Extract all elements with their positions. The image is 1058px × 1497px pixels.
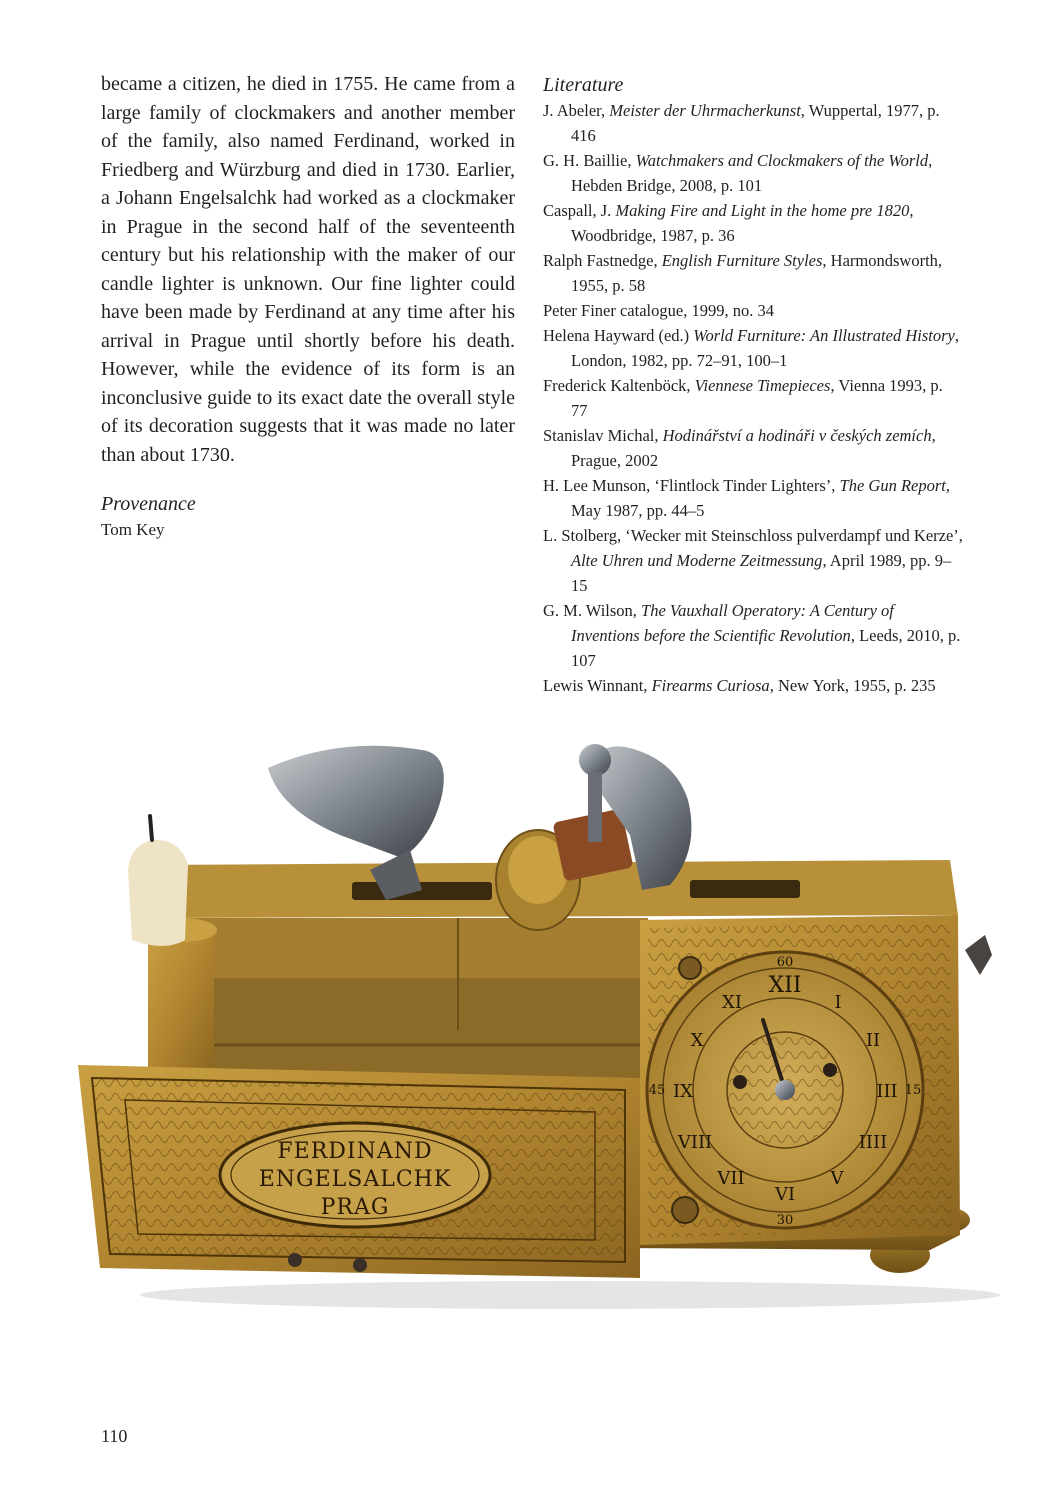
- literature-entry: J. Abeler, Meister der Uhrmacherkunst, Wuppertal, 1977, p. 416: [543, 101, 940, 145]
- provenance-text: Tom Key: [101, 520, 165, 539]
- clock-dial: [647, 952, 923, 1228]
- rosette: [679, 957, 701, 979]
- literature-entry: Peter Finer catalogue, 1999, no. 34: [543, 301, 774, 320]
- literature-entry: Ralph Fastnedge, English Furniture Styles, Harmondsworth, 1955, p. 58: [543, 251, 943, 295]
- inscription-line-3: PRAG: [320, 1195, 390, 1220]
- literature-entry: Helena Hayward (ed.) World Furniture: An Illustrated History, London, 1982, pp. 72–91, 100–1: [543, 326, 959, 370]
- right-column: [543, 72, 963, 698]
- left-column: [101, 70, 515, 543]
- hour-numeral: VII: [717, 1168, 745, 1189]
- literature-entry: Stanislav Michal, Hodinářství a hodináři v českých zemích, Prague, 2002: [543, 426, 936, 470]
- winding-hole: [733, 1075, 747, 1089]
- literature-entry: G. H. Baillie, Watchmakers and Clockmakers of the World, Hebden Bridge, 2008, p. 101: [543, 151, 933, 195]
- hour-numeral: IIII: [858, 1132, 888, 1153]
- literature-heading: Literature: [543, 74, 624, 96]
- page-number: 110: [101, 1426, 128, 1446]
- rivet: [288, 1253, 302, 1267]
- literature-entry: G. M. Wilson, The Vauxhall Operatory: A Century of Inventions before the Scientific Revolution, Leeds, 2010, p. 107: [543, 601, 961, 670]
- finial: [965, 935, 992, 975]
- literature-entry: H. Lee Munson, ‘Flintlock Tinder Lighters’, The Gun Report, May 1987, pp. 44–5: [543, 476, 950, 520]
- top-slot-right: [690, 880, 800, 898]
- hour-numeral: X: [690, 1030, 704, 1051]
- body-paragraph: became a citizen, he died in 1755. He came from a large family of clockmakers and another member of the family, also named Ferdinand, worked in Friedberg and Würzburg and died in 1730. Earlier, a Johann Engelsalchk had worked as a clockmaker in Prague in the second half of the seventeenth century but his relationship with the maker of our candle lighter is unknown. Our fine lighter could have been made by Ferdinand at any time after his arrival in Prague until shortly before his death. However, while the evidence of its form is an inconclusive guide to its exact date the overall style of its decoration suggests that it was made no later than about 1730.: [101, 73, 515, 466]
- provenance-heading: Provenance: [101, 493, 196, 515]
- hour-numeral: XI: [722, 992, 742, 1013]
- minute-numeral: 15: [904, 1083, 922, 1098]
- minute-numeral: 45: [648, 1083, 666, 1098]
- literature-list: [543, 98, 963, 698]
- candle-lighter-photo: [70, 740, 1030, 1320]
- hour-numeral: II: [865, 1030, 881, 1051]
- minute-numeral: 60: [776, 955, 794, 970]
- hour-numeral: I: [834, 992, 842, 1013]
- top-slot: [352, 882, 492, 900]
- compartment-back-wall: [148, 918, 648, 978]
- literature-entry: Frederick Kaltenböck, Viennese Timepieces, Vienna 1993, p. 77: [543, 376, 943, 420]
- hour-numeral: V: [830, 1168, 844, 1189]
- inscription-line-2: ENGELSALCHK: [258, 1167, 452, 1192]
- rosette: [672, 1197, 698, 1223]
- hour-numeral: IX: [673, 1081, 693, 1102]
- literature-entry: L. Stolberg, ‘Wecker mit Steinschloss pulverdampf und Kerze’, Alte Uhren und Moderne Zeitmessung, April 1989, pp. 9–15: [543, 526, 963, 595]
- literature-entry: Lewis Winnant, Firearms Curiosa, New York, 1955, p. 235: [543, 676, 936, 695]
- candle: [128, 840, 188, 946]
- inscription-line-1: FERDINAND: [277, 1139, 433, 1164]
- hour-numeral: VI: [774, 1184, 796, 1205]
- rivet: [353, 1258, 367, 1272]
- dial-center-boss: [775, 1080, 795, 1100]
- minute-numeral: 30: [776, 1213, 794, 1228]
- hour-numeral: III: [876, 1081, 898, 1102]
- floor-shadow: [140, 1281, 1000, 1309]
- hour-numeral: VIII: [677, 1132, 713, 1153]
- striker-plate: [268, 746, 444, 858]
- cock-screw: [579, 744, 611, 776]
- winding-hole: [823, 1063, 837, 1077]
- hour-numeral: XII: [768, 973, 802, 998]
- candle-socket: [148, 930, 214, 1080]
- literature-entry: Caspall, J. Making Fire and Light in the home pre 1820, Woodbridge, 1987, p. 36: [543, 201, 914, 245]
